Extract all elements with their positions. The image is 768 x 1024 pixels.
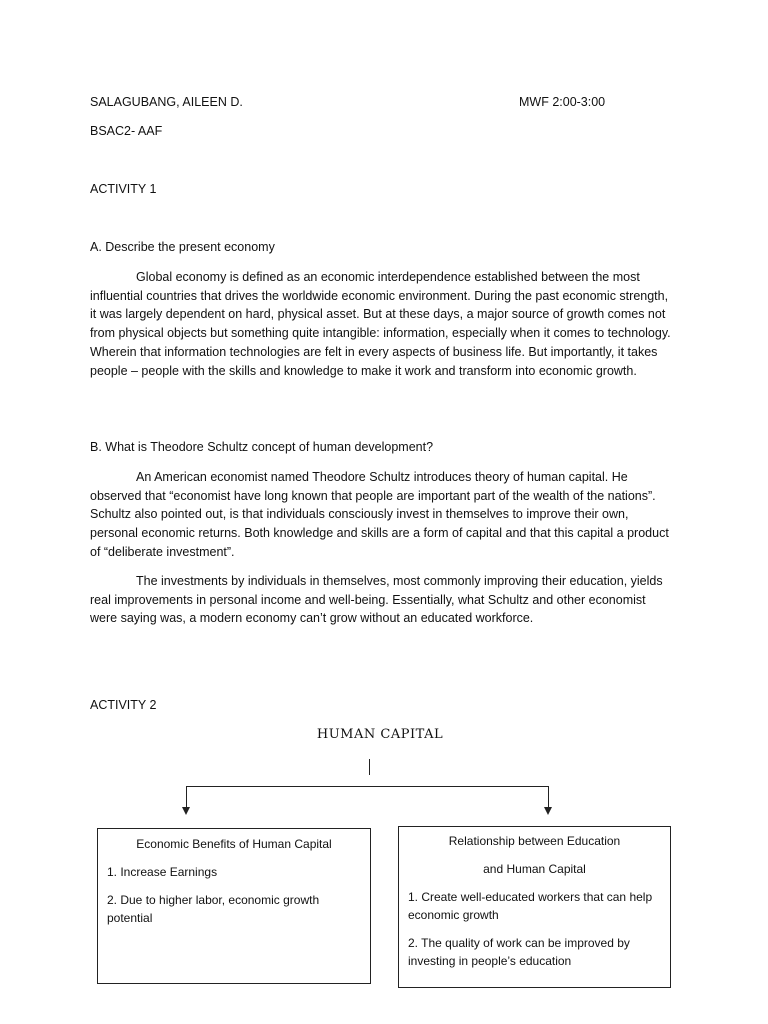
economic-benefits-box <box>97 828 371 984</box>
economic-benefits-title: Economic Benefits of Human Capital <box>136 837 332 851</box>
question-b: B. What is Theodore Schultz concept of human development? <box>90 440 434 454</box>
activity1-title: ACTIVITY 1 <box>90 182 157 196</box>
connector-stem <box>369 759 370 775</box>
connector-horizontal <box>186 786 549 787</box>
section-label: BSAC2- AAF <box>90 124 163 138</box>
answer-a-paragraph: Global economy is defined as an economic interdependence established between the most influential countries that drives the worldwide economic environment. During the past economic strength, it was largely dependent on hard, physical asset. But at these days, a major source of growth comes not from physical objects but something quite intangible: information, especially when it comes to technology. Wherein that information technologies are felt in every aspects of business life. But importantly, it takes people – people with the skills and knowledge to make it work and transform into economic growth. <box>90 270 671 378</box>
arrow-down-left-icon <box>182 807 190 815</box>
economic-benefit-item: 2. Due to higher labor, economic growth potential <box>107 893 320 925</box>
education-relationship-item: 2. The quality of work can be improved by investing in people’s education <box>408 936 630 968</box>
class-schedule: MWF 2:00-3:00 <box>519 95 606 109</box>
education-relationship-item: 1. Create well-educated workers that can help economic growth <box>408 890 653 922</box>
education-relationship-title-line2: and Human Capital <box>483 862 586 876</box>
education-relationship-title-line1: Relationship between Education <box>448 834 621 848</box>
education-relationship-box <box>398 826 671 988</box>
arrow-down-right-icon <box>544 807 552 815</box>
question-a: A. Describe the present economy <box>90 240 275 254</box>
student-name: SALAGUBANG, AILEEN D. <box>90 95 243 109</box>
connector-right-drop <box>548 786 549 808</box>
activity2-title: ACTIVITY 2 <box>90 698 157 712</box>
answer-b-paragraph-2: The investments by individuals in themselves, most commonly improving their education, yields real improvements in personal income and well-being. Essentially, what Schultz and other economist were saying was, a modern economy can’t grow without an educated workforce. <box>90 574 663 626</box>
connector-left-drop <box>186 786 187 808</box>
answer-b-paragraph-1: An American economist named Theodore Schultz introduces theory of human capital. He observed that “economist have long known that people are important part of the wealth of the nations”. Schultz also pointed out, is that individuals consciously invest in themselves to improve their own, personal economic returns. Both knowledge and skills are a form of capital and that this capital a product of “deliberate investment”. <box>90 470 669 559</box>
economic-benefit-item: 1. Increase Earnings <box>107 865 218 879</box>
diagram-title: HUMAN CAPITAL <box>316 727 444 742</box>
